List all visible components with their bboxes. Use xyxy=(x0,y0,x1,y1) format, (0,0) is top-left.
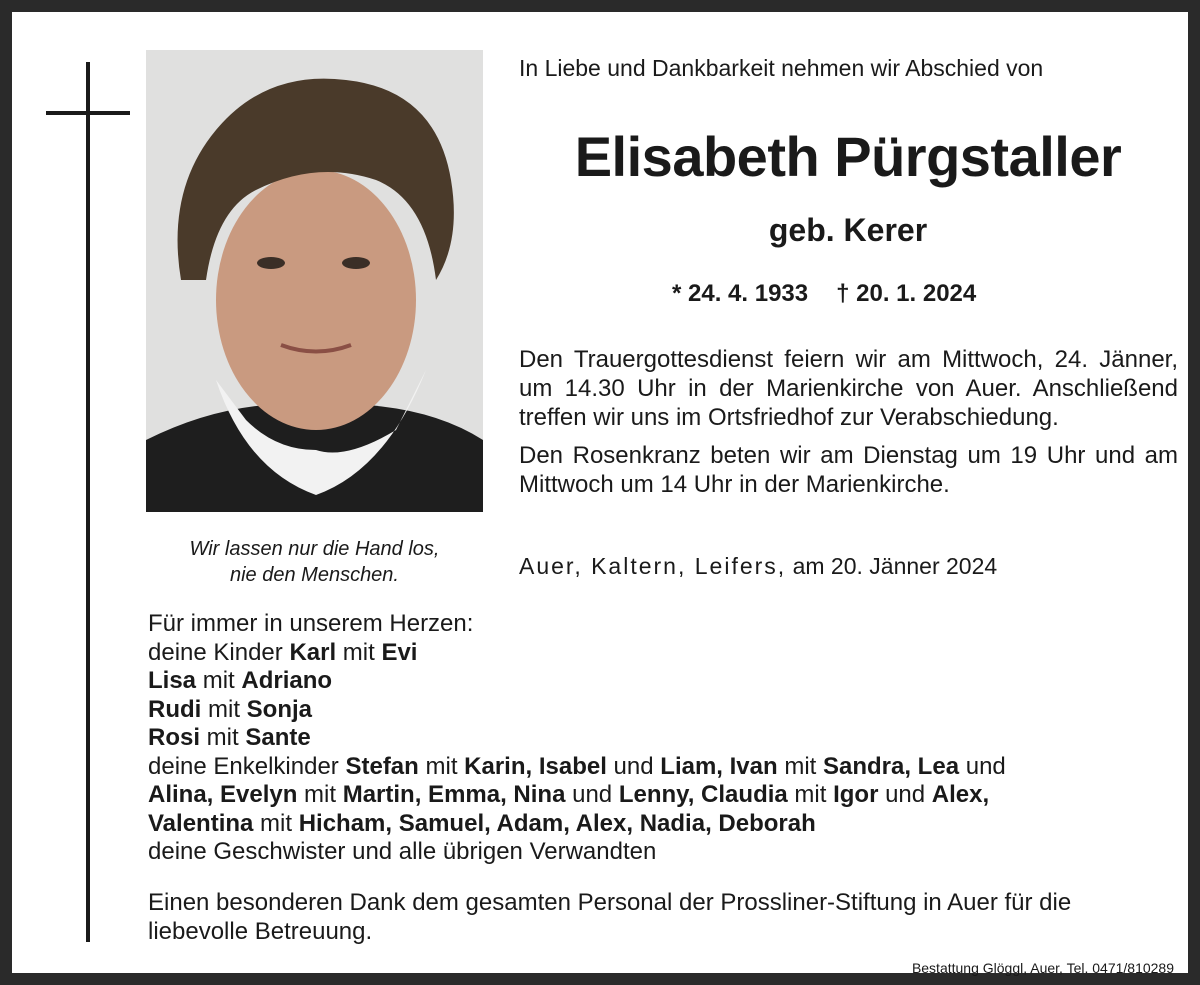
life-dates xyxy=(672,280,976,308)
undertaker-info: Bestattung Glöggl, Auer, Tel. 0471/810289 xyxy=(911,960,1174,976)
family-heading: Für immer in unserem Herzen: xyxy=(148,610,474,637)
family-row xyxy=(148,696,1148,725)
family-member-name: Karl xyxy=(289,638,337,666)
family-member-name: Evi xyxy=(381,638,418,666)
family-row xyxy=(148,639,1148,668)
portrait-photo xyxy=(146,50,483,512)
family-member-name: Adriano xyxy=(241,667,333,694)
family-list xyxy=(148,610,1148,867)
birth-date: * 24. 4. 1933 xyxy=(672,280,809,307)
family-text: mit xyxy=(253,809,299,837)
family-text: mit xyxy=(777,752,823,780)
family-row xyxy=(148,838,1148,867)
family-text: mit xyxy=(787,781,834,808)
cross-icon xyxy=(86,62,90,942)
family-text: und xyxy=(878,781,932,808)
family-text: mit xyxy=(336,638,382,666)
family-row xyxy=(148,781,1148,810)
motto-line: nie den Menschen. xyxy=(229,564,399,586)
family-member-name: Rudi xyxy=(148,695,202,723)
family-row xyxy=(148,724,1148,753)
service-paragraph: Den Trauergottesdienst feiern wir am Mittwoch, 24. Jänner, um 14.30 Uhr in der Marienkirche von Auer. Anschließend treffen wir uns im Ortsfriedhof zur Verabschiedung. xyxy=(519,346,1178,431)
family-member-name: Sonja xyxy=(246,695,312,723)
family-member-name: Martin, Emma, Nina xyxy=(342,781,566,808)
family-member-name: Alex, xyxy=(931,781,990,808)
intro-text: In Liebe und Dankbarkeit nehmen wir Abschied von xyxy=(519,55,1044,81)
family-text: und xyxy=(959,752,1006,780)
family-member-name: Igor xyxy=(833,781,879,808)
family-member-name: Stefan xyxy=(345,752,419,780)
place-towns: Auer, Kaltern, Leifers, xyxy=(519,553,787,579)
deceased-name: Elisabeth Pürgstaller xyxy=(574,125,1122,188)
motto-line: Wir lassen nur die Hand los, xyxy=(189,538,440,560)
family-text: mit xyxy=(196,667,242,694)
family-member-name: Liam, Ivan xyxy=(660,752,778,780)
family-member-name: Sante xyxy=(245,724,311,751)
family-text: deine Enkelkinder xyxy=(148,752,346,780)
family-text: und xyxy=(606,752,661,780)
place-date-text: am 20. Jänner 2024 xyxy=(786,553,998,579)
family-member-name: Lisa xyxy=(148,667,197,694)
family-text: mit xyxy=(418,752,465,780)
family-text: mit xyxy=(200,724,246,751)
family-member-name: Alina, Evelyn xyxy=(148,781,298,808)
family-member-name: Karin, Isabel xyxy=(464,752,607,780)
family-member-name: Sandra, Lea xyxy=(822,752,960,780)
service-info xyxy=(519,345,1178,499)
family-text: deine Kinder xyxy=(148,638,290,666)
motto-quote xyxy=(146,536,483,588)
thanks-text: Einen besonderen Dank dem gesamten Personal der Prossliner-Stiftung in Auer für die liebevolle Betreuung. xyxy=(148,889,1072,945)
family-member-name: Lenny, Claudia xyxy=(618,781,788,808)
obituary-notice xyxy=(12,12,1188,976)
place-date xyxy=(519,553,997,580)
family-text: und xyxy=(565,781,619,808)
family-text: deine Geschwister und alle übrigen Verwandten xyxy=(148,838,657,865)
family-text: mit xyxy=(201,695,247,723)
family-text: mit xyxy=(297,781,343,808)
rosary-paragraph: Den Rosenkranz beten wir am Dienstag um 19 Uhr und am Mittwoch um 14 Uhr in der Marienkirche. xyxy=(519,442,1178,498)
family-member-name: Rosi xyxy=(148,724,201,751)
cross-icon-bar xyxy=(46,111,130,115)
family-member-name: Valentina xyxy=(148,809,254,837)
family-row xyxy=(148,753,1148,782)
family-member-name: Hicham, Samuel, Adam, Alex, Nadia, Deborah xyxy=(298,809,816,837)
family-row xyxy=(148,810,1148,839)
family-row xyxy=(148,667,1148,696)
maiden-name: geb. Kerer xyxy=(768,212,928,248)
death-date: † 20. 1. 2024 xyxy=(836,280,977,307)
